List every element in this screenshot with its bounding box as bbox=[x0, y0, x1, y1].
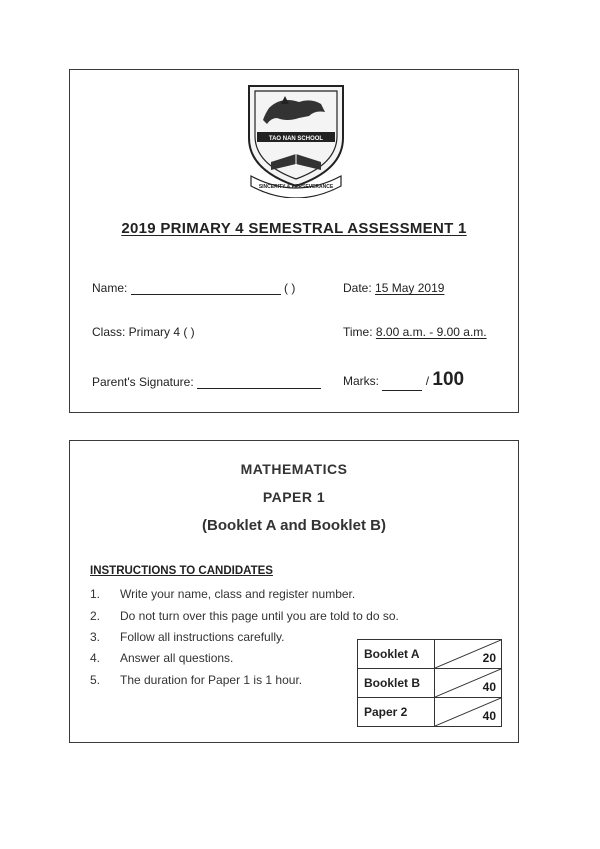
instruction-number: 5. bbox=[90, 673, 101, 687]
class-field[interactable] bbox=[92, 325, 195, 339]
signature-line[interactable] bbox=[197, 376, 321, 389]
register-number-bracket: ( ) bbox=[284, 281, 296, 295]
name-label: Name: bbox=[92, 281, 128, 295]
instruction-text: The duration for Paper 1 is 1 hour. bbox=[120, 673, 303, 687]
name-line[interactable] bbox=[131, 282, 281, 295]
paper-2-score-cell[interactable] bbox=[435, 698, 502, 727]
instruction-text: Follow all instructions carefully. bbox=[120, 630, 285, 644]
time-value: 8.00 a.m. - 9.00 a.m. bbox=[375, 325, 487, 339]
paper-2-max: 40 bbox=[482, 709, 496, 723]
instruction-item bbox=[90, 609, 399, 623]
crest-motto: SINCERITY & PERSEVERANCE bbox=[258, 184, 334, 190]
instruction-item bbox=[90, 630, 285, 644]
instruction-number: 3. bbox=[90, 630, 101, 644]
instruction-item bbox=[90, 651, 233, 665]
marks-table bbox=[357, 639, 502, 727]
class-label: Class: Primary 4 ( ) bbox=[92, 325, 195, 339]
instruction-item bbox=[90, 673, 302, 687]
instruction-text: Do not turn over this page until you are told to do so. bbox=[120, 609, 399, 623]
instruction-text: Write your name, class and register number. bbox=[120, 587, 356, 601]
instruction-number: 4. bbox=[90, 651, 101, 665]
booklets-title: (Booklet A and Booklet B) bbox=[202, 517, 386, 534]
marks-slash: / bbox=[425, 374, 430, 388]
booklet-b-score-cell[interactable] bbox=[435, 669, 502, 698]
marks-label: Marks: bbox=[343, 374, 379, 388]
marks-field bbox=[343, 369, 464, 391]
instruction-item bbox=[90, 587, 355, 601]
paper-title: PAPER 1 bbox=[262, 489, 326, 505]
header-box bbox=[69, 69, 519, 413]
school-crest-logo bbox=[241, 78, 351, 198]
crest-school-name: TAO NAN SCHOOL bbox=[268, 136, 324, 142]
table-row bbox=[358, 640, 502, 669]
table-row bbox=[358, 669, 502, 698]
paper-2-label: Paper 2 bbox=[358, 698, 435, 727]
booklet-b-max: 40 bbox=[482, 680, 496, 694]
booklet-a-max: 20 bbox=[482, 651, 496, 665]
instruction-text: Answer all questions. bbox=[120, 651, 234, 665]
booklet-a-score-cell[interactable] bbox=[435, 640, 502, 669]
signature-label: Parent's Signature: bbox=[92, 375, 194, 389]
marks-line[interactable] bbox=[382, 378, 422, 391]
subject-title: MATHEMATICS bbox=[240, 461, 348, 477]
booklet-a-label: Booklet A bbox=[358, 640, 435, 669]
marks-total: 100 bbox=[432, 369, 465, 390]
booklet-b-label: Booklet B bbox=[358, 669, 435, 698]
date-value: 15 May 2019 bbox=[375, 281, 445, 295]
date-field bbox=[343, 281, 444, 295]
instruction-number: 1. bbox=[90, 587, 101, 601]
page-title: 2019 PRIMARY 4 SEMESTRAL ASSESSMENT 1 bbox=[121, 220, 467, 237]
name-field[interactable] bbox=[92, 281, 295, 295]
time-label: Time: bbox=[343, 325, 373, 339]
instructions-heading: INSTRUCTIONS TO CANDIDATES bbox=[90, 565, 273, 577]
time-field bbox=[343, 325, 487, 339]
instruction-number: 2. bbox=[90, 609, 101, 623]
signature-field[interactable] bbox=[92, 375, 321, 389]
paper-info-box bbox=[69, 440, 519, 743]
date-label: Date: bbox=[343, 281, 372, 295]
table-row bbox=[358, 698, 502, 727]
